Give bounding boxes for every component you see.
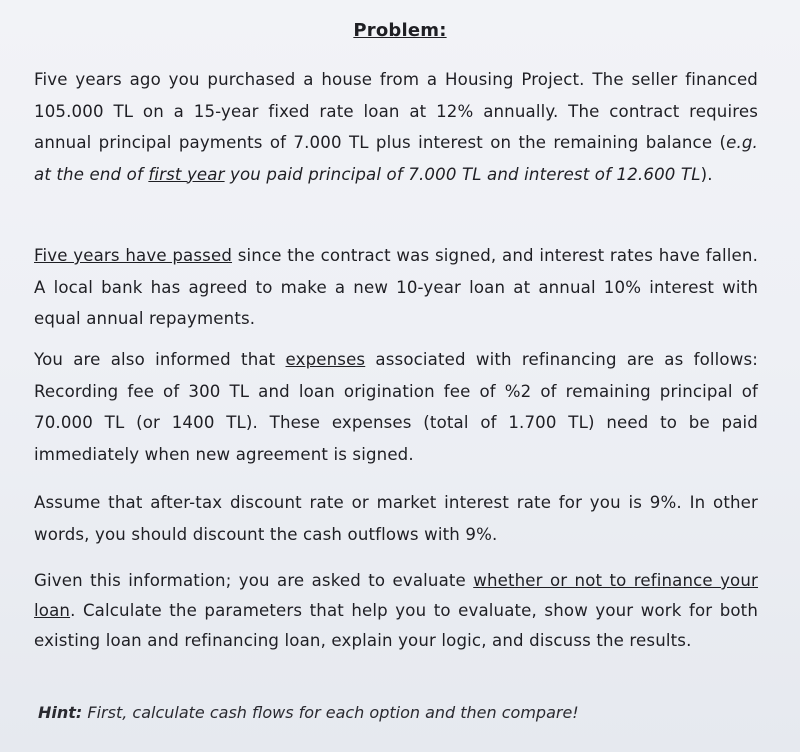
p4-text-1: Assume that after-tax discount rate or market interest rate for you is 9%. In other words, you should discount the cash outflows with 9%. bbox=[34, 493, 758, 544]
p3-text-1: You are also informed that bbox=[34, 350, 286, 369]
p3-text-2: associated with refinancing are as follows: Recording fee of 300 TL and loan origination fee of %2 of remaining principal of 70.000 TL (or 1400 TL). These expenses (total of 1.700 TL) need to be paid immediately when new agreement is signed. bbox=[34, 350, 758, 464]
p1-text-2: ). bbox=[700, 164, 713, 184]
hint-label: Hint: bbox=[38, 703, 83, 722]
p1-italic-2: you paid principal of 7.000 TL and interest of 12.600 TL bbox=[224, 164, 701, 184]
paragraph-task bbox=[34, 566, 758, 656]
p5-text-1: Given this information; you are asked to evaluate bbox=[34, 571, 474, 590]
hint-line bbox=[38, 703, 579, 722]
page-title: Problem: bbox=[353, 20, 447, 41]
p5-underline-refinance: whether or not to refinance your loan bbox=[34, 571, 758, 620]
p3-underline-expenses: expenses bbox=[285, 350, 366, 369]
paragraph-new-loan bbox=[34, 240, 758, 335]
p5-text-2: . Calculate the parameters that help you to evaluate, show your work for both existing loan and refinancing loan, explain your logic, and discuss the results. bbox=[34, 601, 758, 650]
p1-italic-1: e.g. at the end of bbox=[34, 133, 758, 184]
paragraph-discount-rate bbox=[34, 487, 758, 550]
p1-underline-first-year: first year bbox=[148, 164, 225, 184]
paragraph-expenses bbox=[34, 344, 758, 470]
p2-underline-five-years: Five years have passed bbox=[34, 246, 233, 265]
p1-text-1: Five years ago you purchased a house from a Housing Project. The seller financed 105.000 TL on a 15-year fixed rate loan at 12% annually. The contract requires annual principal payments of 7.000 TL plus interest on the remaining balance ( bbox=[34, 70, 758, 152]
p2-text-1: since the contract was signed, and interest rates have fallen. A local bank has agreed to make a new 10-year loan at annual 10% interest with equal annual repayments. bbox=[34, 246, 758, 328]
hint-text: First, calculate cash flows for each option and then compare! bbox=[82, 703, 579, 722]
paragraph-existing-loan bbox=[34, 64, 758, 190]
